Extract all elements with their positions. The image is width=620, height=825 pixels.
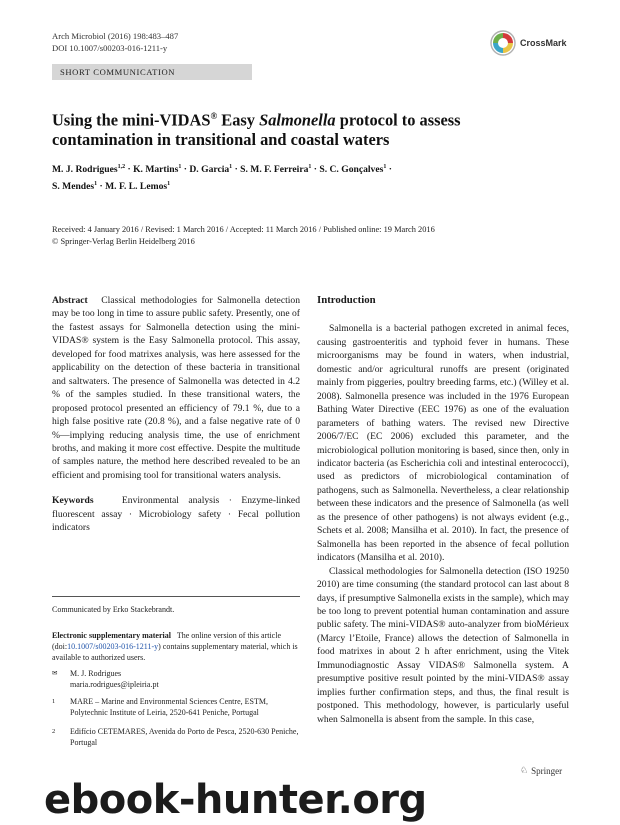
publication-history: Received: 4 January 2016 / Revised: 1 March 2016 / Accepted: 11 March 2016 / Published online: 19 March 2016 (52, 225, 435, 234)
esm-note (52, 630, 300, 663)
keywords-heading: Keywords (52, 495, 94, 507)
communicated-by: Communicated by Erko Stackebrandt. (52, 605, 175, 614)
springer-label: Springer (531, 765, 563, 776)
abstract-heading: Abstract (52, 295, 88, 306)
crossmark-label: CrossMark (520, 38, 567, 48)
affiliation-1 (52, 696, 300, 718)
author[interactable]: S. Mendes$^1$ · (52, 181, 106, 193)
footnote-separator (52, 596, 300, 597)
intro-paragraph-1: Salmonella is a bacterial pathogen excreted in animal feces, causing gastroenteritis and typhoid fever in humans. These microorganisms may be found in waters, when industrial, domestic and/or agricultural runoffs are present (originated mainly from piggeries, poultry breeding farms, etc.) (Willey et al. 2008). Salmonella presence was included in the 1976 European Bathing Water Directive (EEC 1976) as one of the evaluation parameters of bathing waters. The revised new Directive 2006/7/EC (EC 2006) excluded this parameter, and the microbiological pollution monitoring is based, since then, only in indicator bacteria (as Escherichia coli and intestinal enterococci), used as predictors of microbiological contamination of pathogens, such as Salmonella. Nevertheless, a clear relationship between these indicators and the presence of Salmonella (as well as the presence of other pathogens) is not always evident (e.g., Schets et al. 2008; Mansilha et al. 2010). In fact, the presence of Salmonella has been reported in the absence of fecal pollution indicators (Mansilha et al. 2010). (317, 323, 569, 564)
left-column (52, 294, 300, 535)
introduction-heading: Introduction (317, 294, 376, 306)
title-part1: Using the mini-VIDAS (52, 110, 211, 130)
crossmark-icon (490, 30, 516, 56)
keywords-text: Environmental analysis · Enzyme-linked fluorescent assay · Microbiology safety · Fecal pollution indicators (52, 495, 300, 534)
crossmark-badge[interactable] (490, 30, 580, 56)
esm-doi-link[interactable]: 10.1007/s00203-016-1211-y (67, 642, 159, 651)
affiliation-text: MARE – Marine and Environmental Sciences Centre, ESTM, Polytechnic Institute of Leiria, 2520-641 Peniche, Portugal (70, 697, 268, 717)
affiliation-text: Edifício CETEMARES, Avenida do Porto de Pesca, 2520-630 Peniche, Portugal (70, 727, 299, 747)
author[interactable]: S. C. Gonçalves$^1$ · (319, 164, 392, 176)
author-list (52, 160, 522, 194)
title-part2: Easy (217, 110, 260, 130)
article-title (52, 106, 532, 150)
corresponding-author (52, 668, 300, 690)
affiliation-number: 1 (52, 698, 56, 705)
springer-horse-icon: ♘ (520, 765, 529, 775)
contact-email[interactable]: maria.rodrigues@ipleiria.pt (70, 680, 159, 689)
author[interactable]: M. F. L. Lemos$^1$ (105, 181, 171, 193)
author[interactable]: S. M. F. Ferreira$^1$ · (240, 164, 320, 176)
esm-text1: The online version of this article (doi: (52, 631, 282, 651)
envelope-icon: ✉ (52, 670, 58, 677)
right-column (317, 294, 569, 726)
watermark: ebook-hunter.org (44, 777, 427, 823)
abstract-text: Classical methodologies for Salmonella detection may be too long in time to assure public safety. Presently, one of the fastest assays for Salmonella detection using the mini-VIDAS® system is the Easy Salmonella protocol. This assay, developed for food matrixes analysis, was here assessed for the applicability on the detection of these bacteria in transitional and saltwaters. The presence of Salmonella was detected in 4.2 % of the samples studied. In these transitional waters, the proposed protocol presented an efficiency of 79.1 %, due to a high false positive rate (20.8 %), and a false negative rate of 0 %—implying reducing analysis time, the use of enrichment broths, and making it more cost effective. Despite the multitude of samples nature, the method here described revealed to be an efficient and promising tool for transitional waters analysis. (52, 295, 301, 481)
abstract (52, 294, 300, 482)
article-type-banner: SHORT COMMUNICATION (52, 64, 252, 80)
title-registered-mark: ® (210, 111, 218, 121)
author[interactable]: D. Garcia$^1$ · (189, 164, 241, 176)
title-part3: protocol to assess contamination in transitional and coastal waters (52, 110, 461, 150)
esm-text2: ) contains supplementary material, which is available to authorized users. (52, 642, 298, 662)
keywords (52, 494, 300, 534)
author[interactable]: K. Martins$^1$ · (133, 164, 190, 176)
copyright: © Springer-Verlag Berlin Heidelberg 2016 (52, 237, 195, 246)
journal-citation: Arch Microbiol (2016) 198:483–487 (52, 31, 179, 41)
intro-paragraph-2: Classical methodologies for Salmonella detection (ISO 19250 2010) are time consuming (the standard protocol can last about 8 days, if presumptive Salmonella exists in the sample), which may be too long to prevent potential human contamination and assure public safety. The mini-VIDAS® auto-analyzer from bioMérieux (Marcy l’Etoile, France) allows the detection of Salmonella in food matrixes in about 2 h after enrichment, using the Vitek Immunodiagnostic Assay VIDAS® Salmonella system. A presumptive positive result pointed by the mini-VIDAS® assay implies further confirmation steps, and thus, the final result is postponed. This methodology, however, is particularly useful when Salmonella is absent from the sample. In this case, (317, 565, 569, 725)
title-italic: Salmonella (259, 110, 336, 130)
journal-header (52, 30, 178, 54)
article-dates (52, 224, 572, 248)
affiliation-number: 2 (52, 728, 56, 735)
doi-line: DOI 10.1007/s00203-016-1211-y (52, 43, 168, 53)
esm-heading: Electronic supplementary material (52, 631, 171, 640)
contact-name: M. J. Rodrigues (70, 669, 122, 678)
author[interactable]: M. J. Rodrigues$^{1,2}$ · (52, 164, 134, 176)
affiliation-2 (52, 726, 300, 748)
